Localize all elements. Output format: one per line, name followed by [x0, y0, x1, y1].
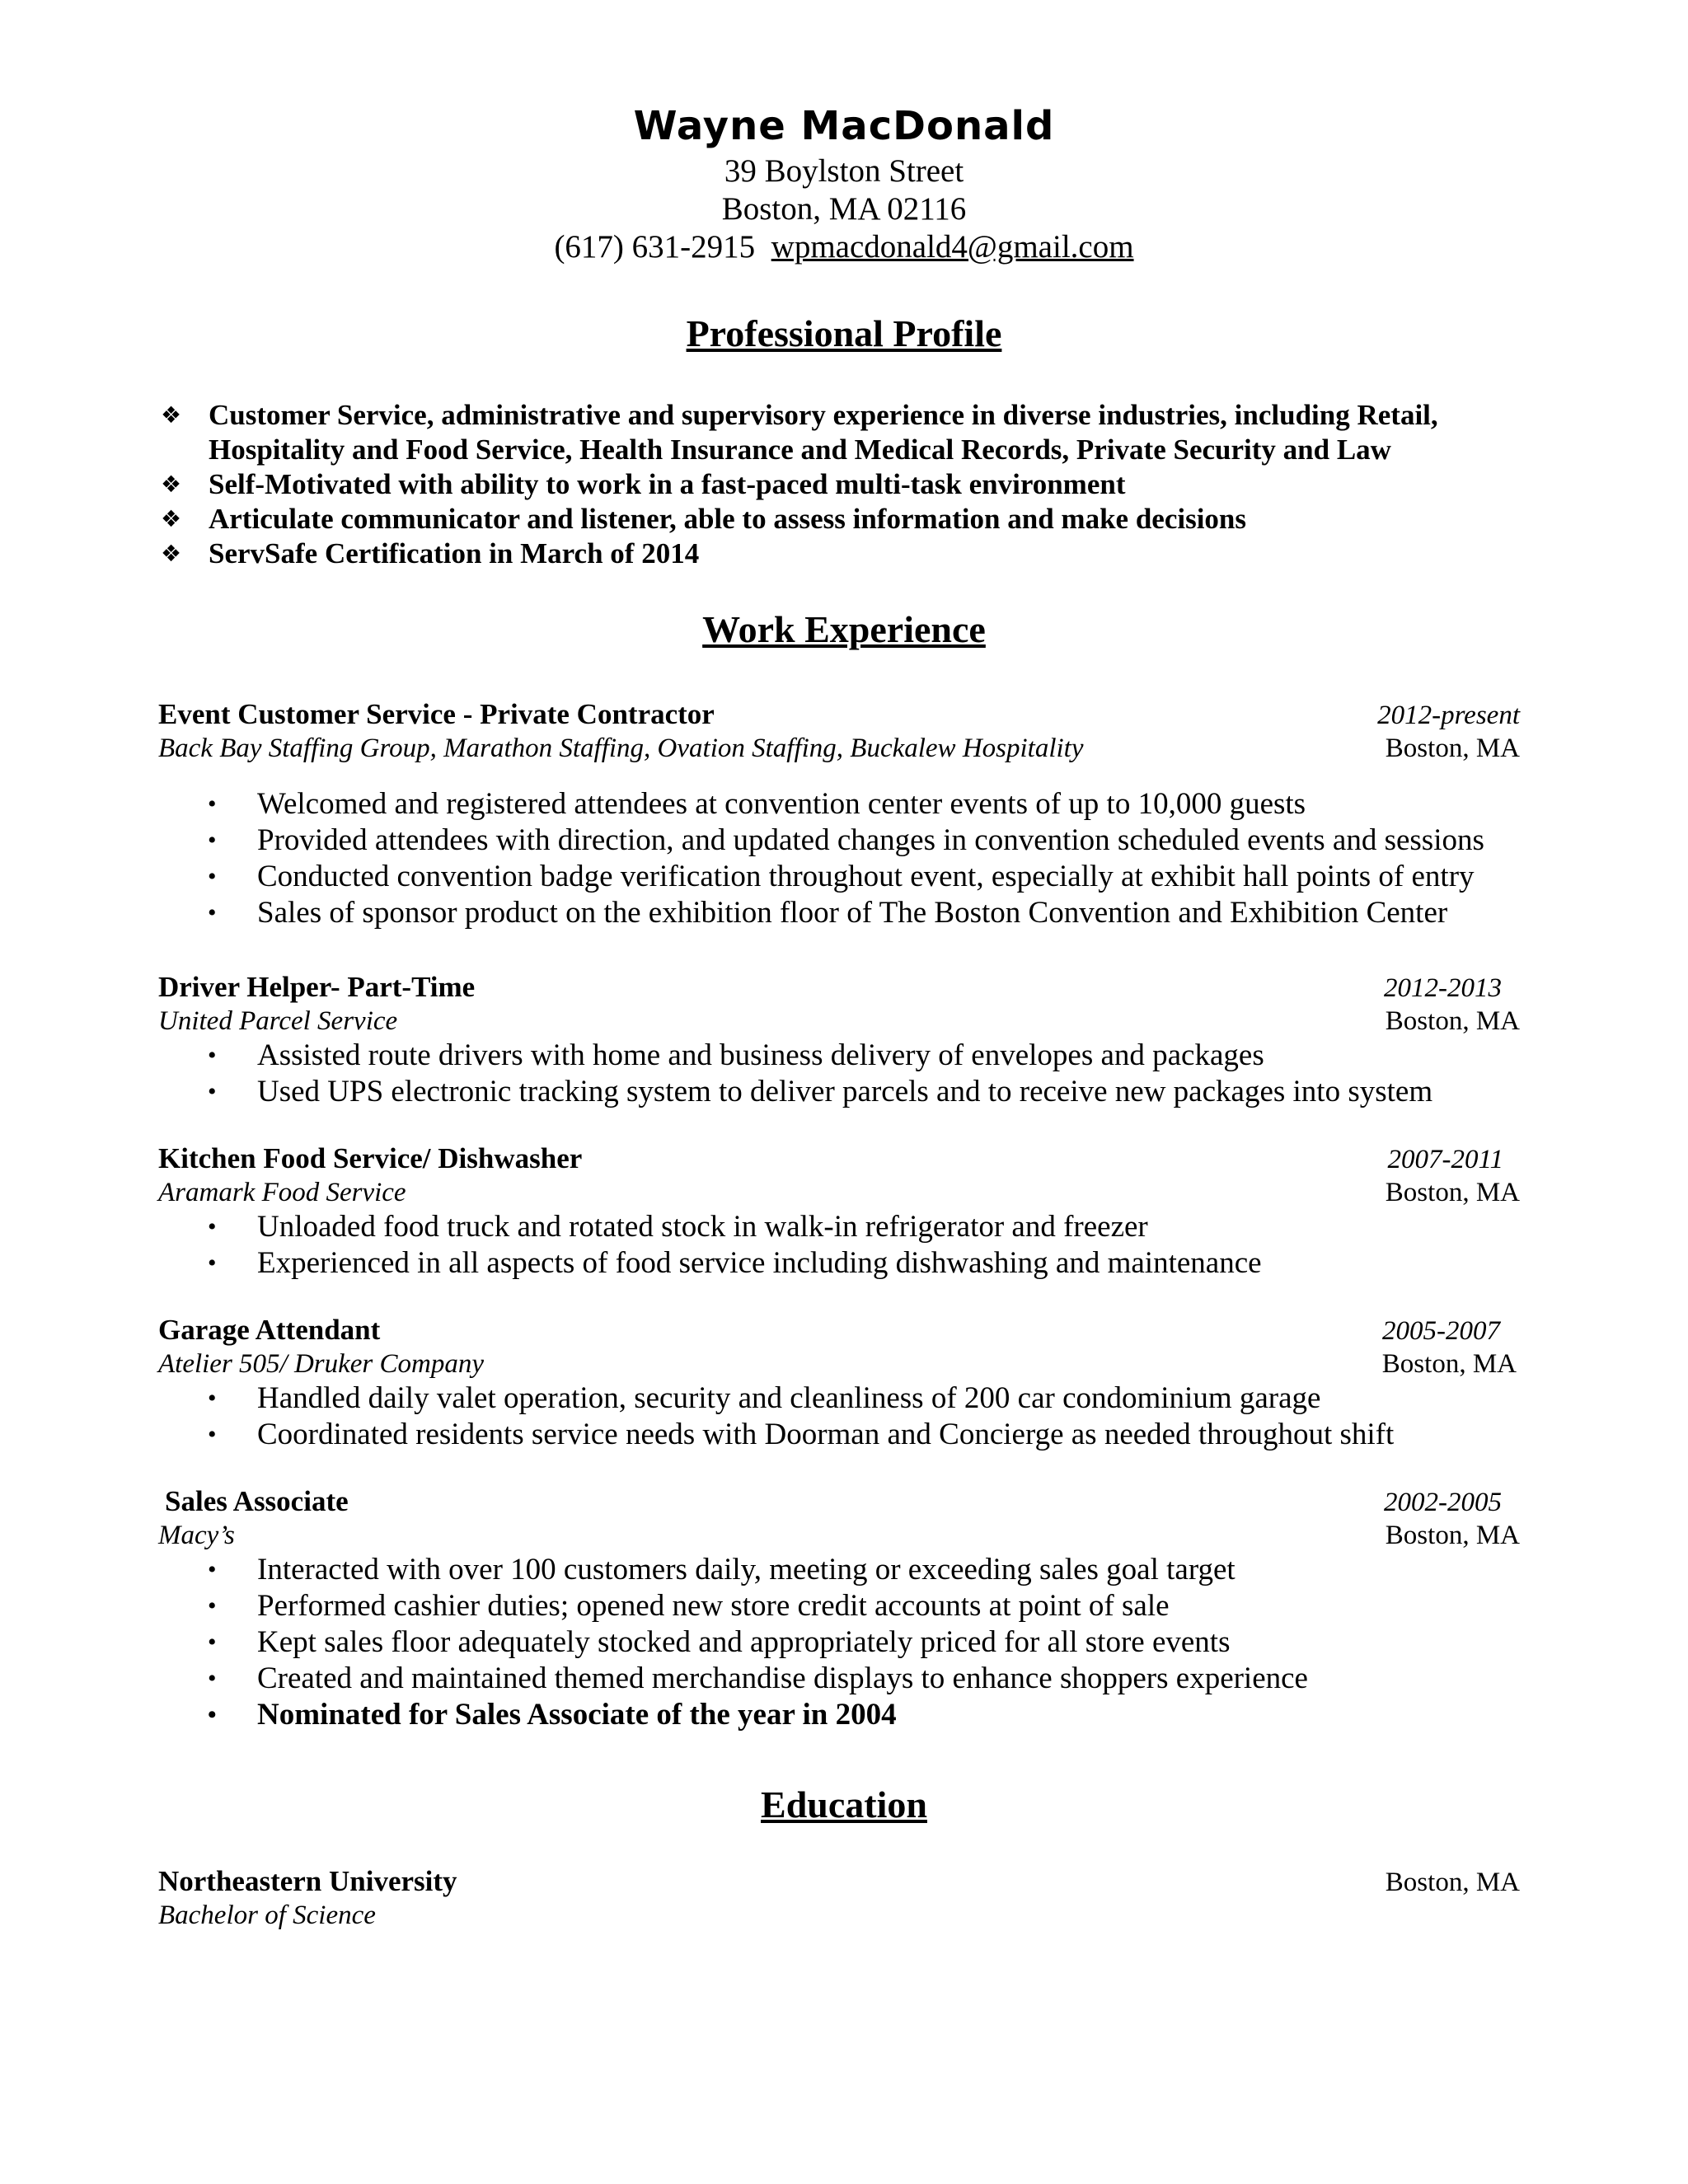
degree: Bachelor of Science [158, 1900, 376, 1930]
contact-line [0, 228, 1688, 266]
job-dates: 2012-present [1377, 701, 1520, 730]
job-company: United Parcel Service [158, 1006, 398, 1036]
education-entry [158, 1865, 1520, 1932]
job-bullet: • Interacted with over 100 customers daily, meeting or exceeding sales goal target [208, 1553, 1236, 1586]
profile-item: ❖ Articulate communicator and listener, able to assess information and make decisions [161, 503, 1247, 535]
bullet-dot-icon: • [208, 1701, 217, 1728]
profile-item: ❖ Customer Service, administrative and supervisory experience in diverse industries, including Retail, Hospitality and Food Service, Health Insurance and Medical Records, Private Security and Law [161, 399, 1438, 466]
job-bullet: • Provided attendees with direction, and updated changes in convention scheduled events and sessions [208, 823, 1484, 857]
school-name: Northeastern University [158, 1865, 457, 1897]
job-bullet: • Unloaded food truck and rotated stock in walk-in refrigerator and freezer [208, 1210, 1148, 1244]
job-bullet: • Nominated for Sales Associate of the year in 2004 [208, 1698, 897, 1732]
bullet-dot-icon: • [208, 1629, 217, 1656]
job-company: Atelier 505/ Druker Company [158, 1349, 485, 1379]
job-title: Sales Associate [165, 1485, 349, 1517]
work-heading: Work Experience [702, 608, 986, 650]
job-bullet: • Assisted route drivers with home and business delivery of envelopes and packages [208, 1038, 1264, 1072]
job-bullet: • Conducted convention badge verification throughout event, especially at exhibit hall points of entry [208, 860, 1475, 893]
job-bullet: • Performed cashier duties; opened new store credit accounts at point of sale [208, 1589, 1170, 1623]
school-location: Boston, MA [1385, 1868, 1520, 1897]
job-bullet: • Welcomed and registered attendees at convention center events of up to 10,000 guests [208, 787, 1306, 821]
profile-heading: Professional Profile [686, 312, 1002, 354]
job-dates: 2002-2005 [1384, 1488, 1502, 1517]
job-location: Boston, MA [1385, 1178, 1520, 1207]
job-bullets [158, 786, 1520, 931]
job-company: Macy’s [158, 1521, 235, 1550]
job-bullet: • Handled daily valet operation, security and cleanliness of 200 car condominium garage [208, 1381, 1321, 1415]
profile-item: ❖ ServSafe Certification in March of 2014 [161, 537, 700, 569]
job-bullet: • Sales of sponsor product on the exhibition floor of The Boston Convention and Exhibition Center [208, 896, 1448, 930]
job-dates: 2007-2011 [1387, 1145, 1503, 1174]
job-title: Event Customer Service - Private Contractor [158, 698, 715, 730]
email-link[interactable]: wpmacdonald4@gmail.com [771, 229, 1134, 265]
candidate-name: Wayne MacDonald [633, 103, 1055, 149]
job-entry [158, 971, 1520, 1110]
job-bullet: • Coordinated residents service needs with Doorman and Concierge as needed throughout shift [208, 1418, 1395, 1451]
job-location: Boston, MA [1385, 1006, 1520, 1036]
bullet-dot-icon: • [208, 790, 217, 818]
job-bullet: • Kept sales floor adequately stocked and appropriately priced for all store events [208, 1625, 1231, 1659]
bullet-dot-icon: • [208, 899, 217, 926]
profile-list [161, 398, 1545, 571]
bullet-dot-icon: • [208, 1213, 217, 1240]
job-title: Garage Attendant [158, 1314, 381, 1346]
diamond-bullet-icon: ❖ [161, 401, 182, 429]
job-bullet: • Used UPS electronic tracking system to deliver parcels and to receive new packages into system [208, 1075, 1433, 1108]
diamond-bullet-icon: ❖ [161, 471, 182, 498]
job-bullets [158, 1380, 1520, 1453]
job-bullets [158, 1209, 1520, 1282]
job-dates: 2005-2007 [1382, 1316, 1500, 1346]
bullet-dot-icon: • [208, 827, 217, 854]
bullet-dot-icon: • [208, 1592, 217, 1619]
diamond-bullet-icon: ❖ [161, 505, 182, 532]
job-bullets [158, 1038, 1520, 1110]
bullet-dot-icon: • [208, 863, 217, 890]
education-heading: Education [761, 1783, 927, 1825]
job-title: Driver Helper- Part-Time [158, 971, 476, 1003]
bullet-dot-icon: • [208, 1249, 217, 1277]
job-bullet: • Experienced in all aspects of food service including dishwashing and maintenance [208, 1246, 1262, 1280]
bullet-dot-icon: • [208, 1078, 217, 1105]
bullet-dot-icon: • [208, 1385, 217, 1412]
job-location: Boston, MA [1381, 1349, 1517, 1379]
job-location: Boston, MA [1385, 1521, 1520, 1550]
job-bullet: • Created and maintained themed merchandise displays to enhance shoppers experience [208, 1661, 1308, 1695]
bullet-dot-icon: • [208, 1556, 217, 1583]
job-entry [158, 1314, 1520, 1453]
address-line-2: Boston, MA 02116 [721, 191, 967, 227]
address-line-1: 39 Boylston Street [724, 153, 964, 189]
job-company: Back Bay Staffing Group, Marathon Staffing, Ovation Staffing, Buckalew Hospitality [158, 733, 1084, 763]
job-company: Aramark Food Service [158, 1178, 406, 1207]
phone-number: (617) 631-2915 [554, 229, 756, 265]
job-location: Boston, MA [1385, 733, 1520, 763]
job-entry [158, 1142, 1520, 1282]
job-entry [158, 1485, 1520, 1733]
job-dates: 2012-2013 [1384, 973, 1502, 1003]
diamond-bullet-icon: ❖ [161, 540, 182, 567]
bullet-dot-icon: • [208, 1665, 217, 1692]
job-title: Kitchen Food Service/ Dishwasher [158, 1142, 583, 1174]
profile-item: ❖ Self-Motivated with ability to work in a fast-paced multi-task environment [161, 468, 1126, 500]
job-bullets [158, 1552, 1520, 1733]
job-entry [158, 698, 1520, 931]
bullet-dot-icon: • [208, 1042, 217, 1069]
bullet-dot-icon: • [208, 1421, 217, 1448]
